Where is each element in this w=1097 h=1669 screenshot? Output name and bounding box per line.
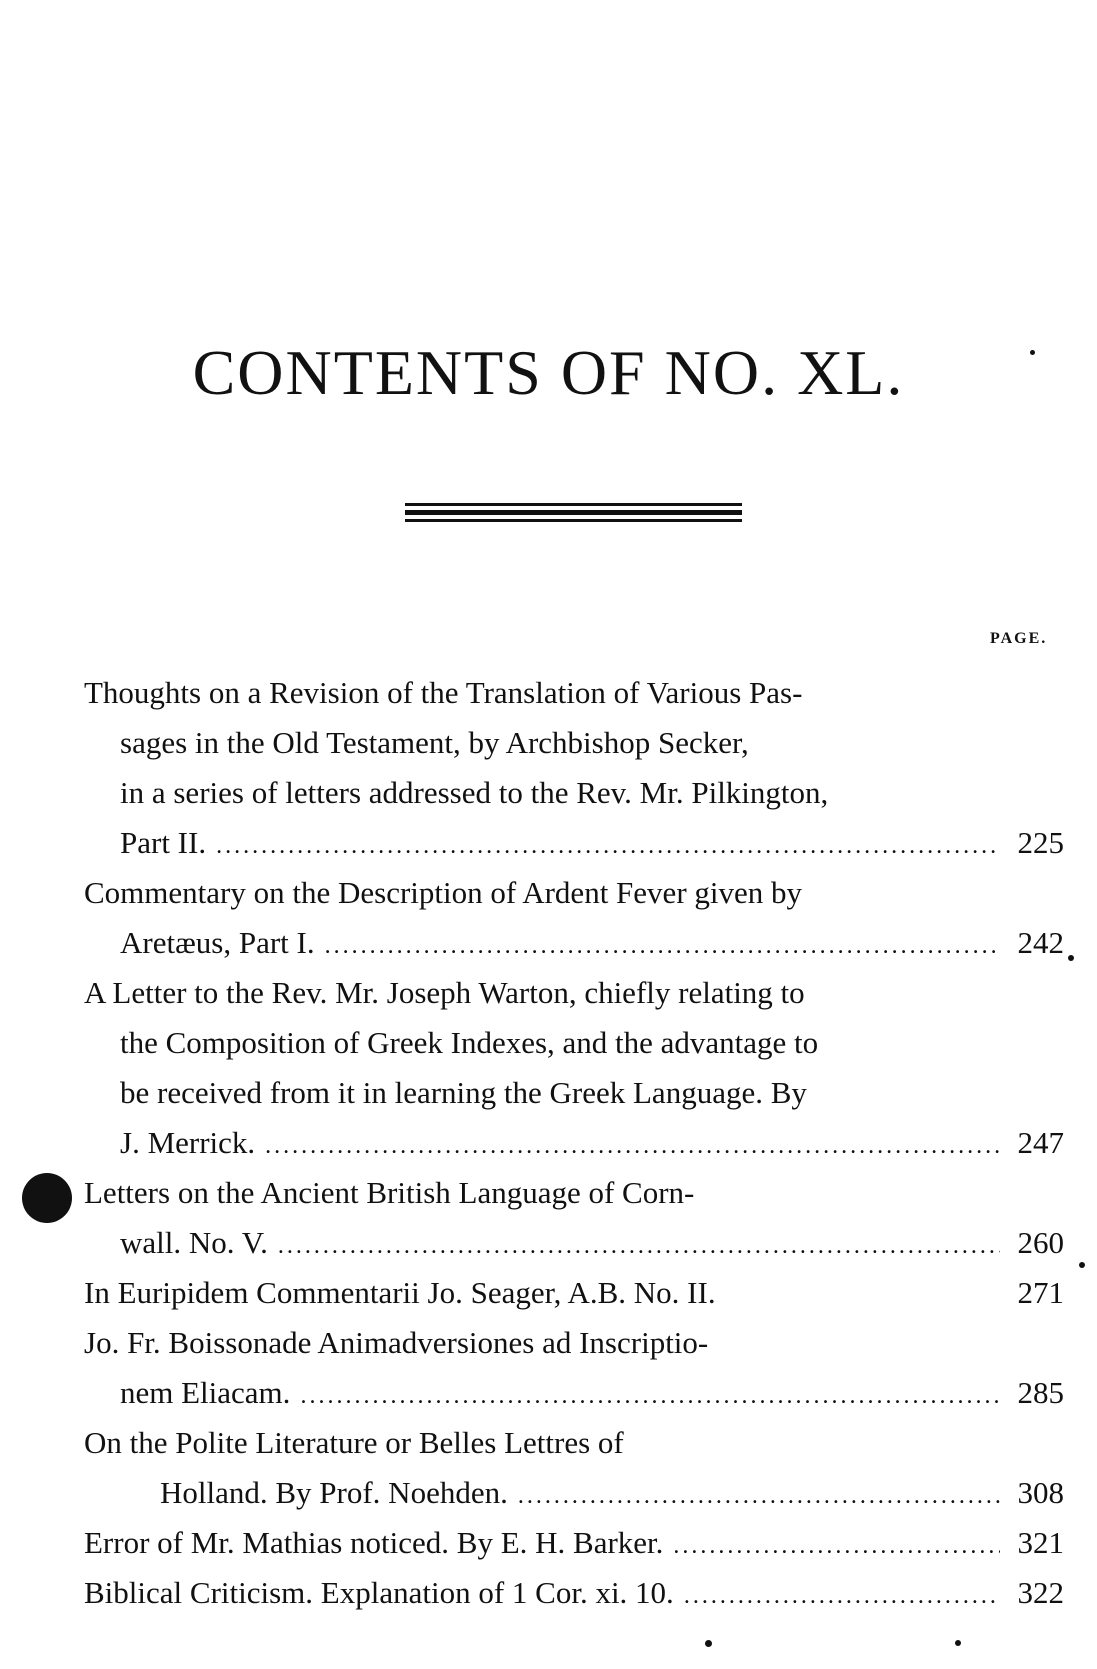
entry-line: Jo. Fr. Boissonade Animadversiones ad Inscriptio- [84, 1325, 709, 1360]
page-number: 242 [1017, 925, 1064, 960]
contents-entry [84, 668, 1064, 868]
entry-line: Error of Mr. Mathias noticed. By E. H. Barker. [84, 1525, 664, 1560]
entry-last-line [84, 818, 1064, 868]
title-rule-bottom [405, 519, 742, 522]
speck-icon [955, 1640, 961, 1646]
page-number: 322 [1017, 1575, 1064, 1610]
entry-last-line [84, 1218, 1064, 1268]
dot-leader [278, 1221, 1000, 1271]
entry-line: Part II. [120, 825, 207, 860]
entry-last-line [84, 1118, 1064, 1168]
contents-entry [84, 1268, 1064, 1318]
bullet-icon [22, 1173, 72, 1223]
dot-leader [216, 821, 1000, 871]
entry-last-line [84, 1268, 1064, 1318]
entry-line: Aretæus, Part I. [120, 925, 315, 960]
page-number: 260 [1017, 1225, 1064, 1260]
speck-icon [1030, 350, 1035, 355]
dot-leader [673, 1521, 1000, 1571]
page-number: 271 [1017, 1275, 1064, 1310]
contents-list [84, 668, 1064, 1618]
entry-line: in a series of letters addressed to the Rev. Mr. Pilkington, [120, 775, 829, 810]
dot-leader [300, 1371, 1000, 1421]
contents-entry [84, 968, 1064, 1168]
contents-entry [84, 1518, 1064, 1568]
entry-last-line [84, 1568, 1064, 1618]
speck-icon [1079, 1262, 1085, 1268]
page-number: 321 [1017, 1525, 1064, 1560]
entry-line: Biblical Criticism. Explanation of 1 Cor. xi. 10. [84, 1575, 674, 1610]
entry-line: On the Polite Literature or Belles Lettres of [84, 1425, 624, 1460]
entry-line: Letters on the Ancient British Language of Corn- [84, 1175, 695, 1210]
page-number: 308 [1017, 1475, 1064, 1510]
entry-line: sages in the Old Testament, by Archbishop Secker, [120, 725, 749, 760]
page-number: 225 [1017, 825, 1064, 860]
entry-line: Thoughts on a Revision of the Translation of Various Pas- [84, 675, 803, 710]
entry-line: A Letter to the Rev. Mr. Joseph Warton, chiefly relating to [84, 975, 805, 1010]
entry-last-line [84, 1518, 1064, 1568]
speck-icon [1068, 955, 1074, 961]
title-rule-middle [405, 510, 742, 515]
page-number: 247 [1017, 1125, 1064, 1160]
entry-line: be received from it in learning the Greek Language. By [120, 1075, 807, 1110]
page-title: CONTENTS OF NO. XL. [192, 336, 905, 408]
entry-last-line [84, 918, 1064, 968]
entry-line: In Euripidem Commentarii Jo. Seager, A.B. No. II. [84, 1275, 716, 1310]
contents-entry [84, 868, 1064, 968]
dot-leader [265, 1121, 1000, 1171]
contents-entry [84, 1418, 1064, 1518]
dot-leader [684, 1571, 1000, 1621]
entry-line: the Composition of Greek Indexes, and the advantage to [120, 1025, 819, 1060]
page-column-label: PAGE. [990, 630, 1048, 647]
contents-entry [84, 1318, 1064, 1418]
entry-line: wall. No. V. [120, 1225, 268, 1260]
title-rule-top [405, 503, 742, 506]
entry-line: Holland. By Prof. Noehden. [160, 1475, 508, 1510]
entry-last-line [84, 1468, 1064, 1518]
entry-line: J. Merrick. [120, 1125, 256, 1160]
entry-line: Commentary on the Description of Ardent Fever given by [84, 875, 803, 910]
entry-last-line [84, 1368, 1064, 1418]
contents-entry [84, 1168, 1064, 1268]
dot-leader [518, 1471, 1000, 1521]
entry-line: nem Eliacam. [120, 1375, 291, 1410]
contents-entry [84, 1568, 1064, 1618]
speck-icon [705, 1640, 712, 1647]
dot-leader [325, 921, 1000, 971]
page-number: 285 [1017, 1375, 1064, 1410]
